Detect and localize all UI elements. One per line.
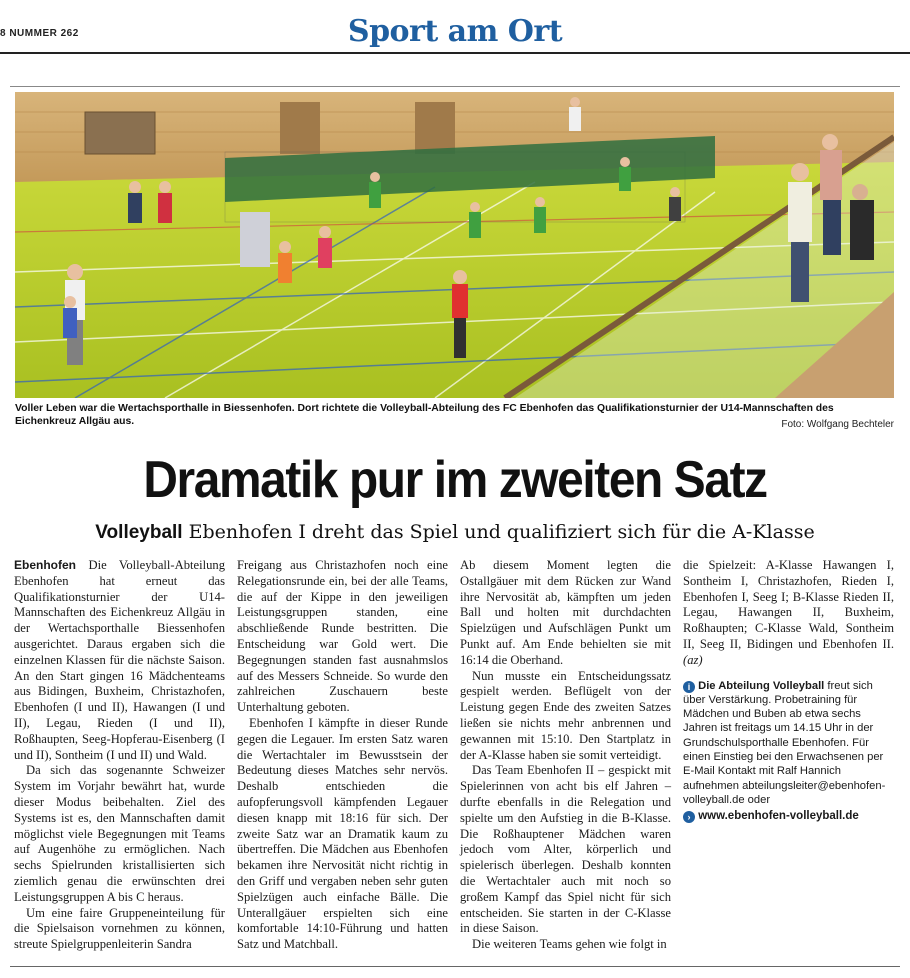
photo-caption: Voller Leben war die Wertachsporthalle in Biessenhofen. Dort richtete die Volleyball-Abteilung des FC Ebenhofen das Qualifikationsturnier der U14-Mannschaften des Eichenkreuz Allgäu aus. [15, 403, 834, 427]
paragraph [460, 669, 671, 764]
photo-credit: Foto: Wolfgang Bechteler [781, 419, 894, 430]
footer-rule [10, 966, 900, 967]
column-3 [460, 558, 671, 953]
info-box [683, 679, 894, 824]
info-lead: Die Abteilung Volleyball [695, 679, 828, 692]
info-icon: i [683, 681, 695, 693]
paragraph [237, 558, 448, 716]
info-text: freut sich über Verstärkung. Probetraining für Mädchen und Buben ab etwa sechs Jahren ist freitags um 14.15 Uhr in der Grundschulsporthalle Ebenhofen. Für einen Einstieg bei den Erwachsenen per E-Mail Kontakt mit Ralf Hannich aufnehmen abteilungsleiter@ebenhofen-volleyball.de oder [683, 679, 886, 806]
paragraph-text: die Spielzeit: A-Klasse Hawangen I, Sontheim I, Christazhofen, Rieden I, Ebenhofen I, Seeg I; B-Klasse Rieden II, Legau, Hawangen II, Buxheim, Roßhaupten; C-Klasse Wald, Sontheim II, Seeg II, Bidingen und Ebenhofen II. [683, 558, 894, 651]
article-headline: Dramatik pur im zweiten Satz [143, 451, 767, 509]
paragraph-text: Freigang aus Christazhofen noch eine Relegationsrunde ein, bei der alle Teams, die auf der Kippe in den jeweiligen Leistungsgruppen standen, eine abschließende Runde bestritten. Die Entscheidung war Gold wert. Die Begegnungen standen fast ausnahmslos auf des Messers Schneide. So wurde den zahlreichen Zuschauern beste Unterhaltung geboten. [237, 558, 448, 715]
article-body [14, 558, 894, 956]
dateline: Ebenhofen [14, 558, 76, 572]
page-number: 8 NUMMER 262 [0, 28, 79, 39]
paragraph-text: Die weiteren Teams gehen wie folgt in [472, 937, 667, 952]
paragraph-text: Ebenhofen I kämpfte in dieser Runde gegen die Legauer. Im ersten Satz waren die Wertachtaler im Bewusstsein der Bedeutung dieses Matches sehr nervös. Deshalb entschieden die aufopferungsvoll kämpfenden Legauer diesen knapp mit 18:16 für sich. Der zweite Satz war an Dramatik kaum zu übertreffen. Die Mädchen aus Ebenhofen bekamen ihre Nervosität nicht richtig in den Griff und vergaben neben sehr guten Spielzügen auch einfache Bälle. Die Unterallgäuer erspielten sich eine komfortable 14:10-Führung und hatten Satz und Matchball. [237, 715, 448, 952]
website-link-text: www.ebenhofen-volleyball.de [695, 810, 859, 823]
paragraph [14, 906, 225, 953]
website-link[interactable] [683, 809, 894, 823]
paragraph-text: Die Volleyball-Abteilung Ebenhofen hat erneut das Qualifikationsturnier der U14-Mannschaften des Eichenkreuz Allgäu in der Wertachsporthalle Biessenhofen ausgerichtet. Daraus ergaben sich die einzelnen Klassen für die nächste Saison. An den Start gingen 16 Mädchenteams aus Bidingen, Buxheim, Christazhofen, Ebenhofen (I und II), Hawangen (I und II), Legau, Rieden (I und II), Roßhaupten, Seeg-Hopferau-Eisenberg (I und II), Sontheim (I und II) und Wald. [14, 558, 225, 762]
paragraph [14, 558, 225, 763]
paragraph [460, 558, 671, 669]
header-rule-thin [10, 86, 900, 87]
paragraph-text: Nun musste ein Entscheidungssatz gespielt werden. Beflügelt von der Leistung gegen Ende des zweiten Satzes ließen sie nichts mehr anbrennen und gewannen mit 15:10. Den Startplatz in der A-Klasse haben sie somit verteidigt. [460, 668, 671, 762]
article-photo [15, 92, 894, 398]
header-rule [0, 52, 910, 54]
section-title: Sport am Ort [347, 14, 563, 49]
paragraph-text: Ab diesem Moment legten die Ostallgäuer mit dem Rücken zur Wand ihre Nervosität ab, kämpften um jeden Ball und holten mit durchdachten Spielzügen und Aufschlägen Punkt um Punkt auf. Am Ende behielten sie mit 16:14 die Oberhand. [460, 558, 671, 667]
sports-hall-photo [15, 92, 894, 398]
page-header [0, 0, 910, 56]
paragraph [237, 716, 448, 953]
subheadline-keyword: Volleyball [95, 522, 183, 543]
author-initials: (az) [683, 652, 703, 667]
paragraph: Da sich das sogenannte Schweizer System im Vorjahr bewährt hat, wurde dieser Modus beibehalten. Ziel des Systems ist es, den Mannschaften damit möglichst viele Begegnungen mit Teams auf Augenhöhe zu ermöglichen. Nach sechs Spielrunden kristallisierten sich ziemlich genau die erwünschten drei Leistungsgruppen A bis C heraus. [14, 763, 225, 904]
subheadline-text: Ebenhofen I dreht das Spiel und qualifiziert sich für die A-Klasse [188, 521, 815, 543]
paragraph-text: Um eine faire Gruppeneinteilung für die Spielsaison vornehmen zu können, streute Spielgruppenleiterin Sandra [14, 905, 225, 952]
article-subheadline [0, 521, 910, 544]
column-1 [14, 558, 225, 953]
column-2 [237, 558, 448, 953]
paragraph [460, 937, 671, 953]
column-4 [683, 558, 894, 824]
paragraph-text: Das Team Ebenhofen II – gespickt mit Spielerinnen von acht bis elf Jahren – durfte ebenfalls in die Relegation und spielte um den Aufstieg in die B-Klasse. Die Roßhauptener Mädchen waren jedoch vom Alter, körperlich und spielerisch überlegen. Deshalb konnten die Wertachtaler auch mit noch so großem Kampf das Spiel nicht für sich entscheiden. Sie starten in der C-Klasse in diese Saison. [460, 763, 671, 936]
arrow-right-icon: › [683, 811, 695, 823]
paragraph [460, 763, 671, 937]
paragraph [683, 558, 894, 669]
